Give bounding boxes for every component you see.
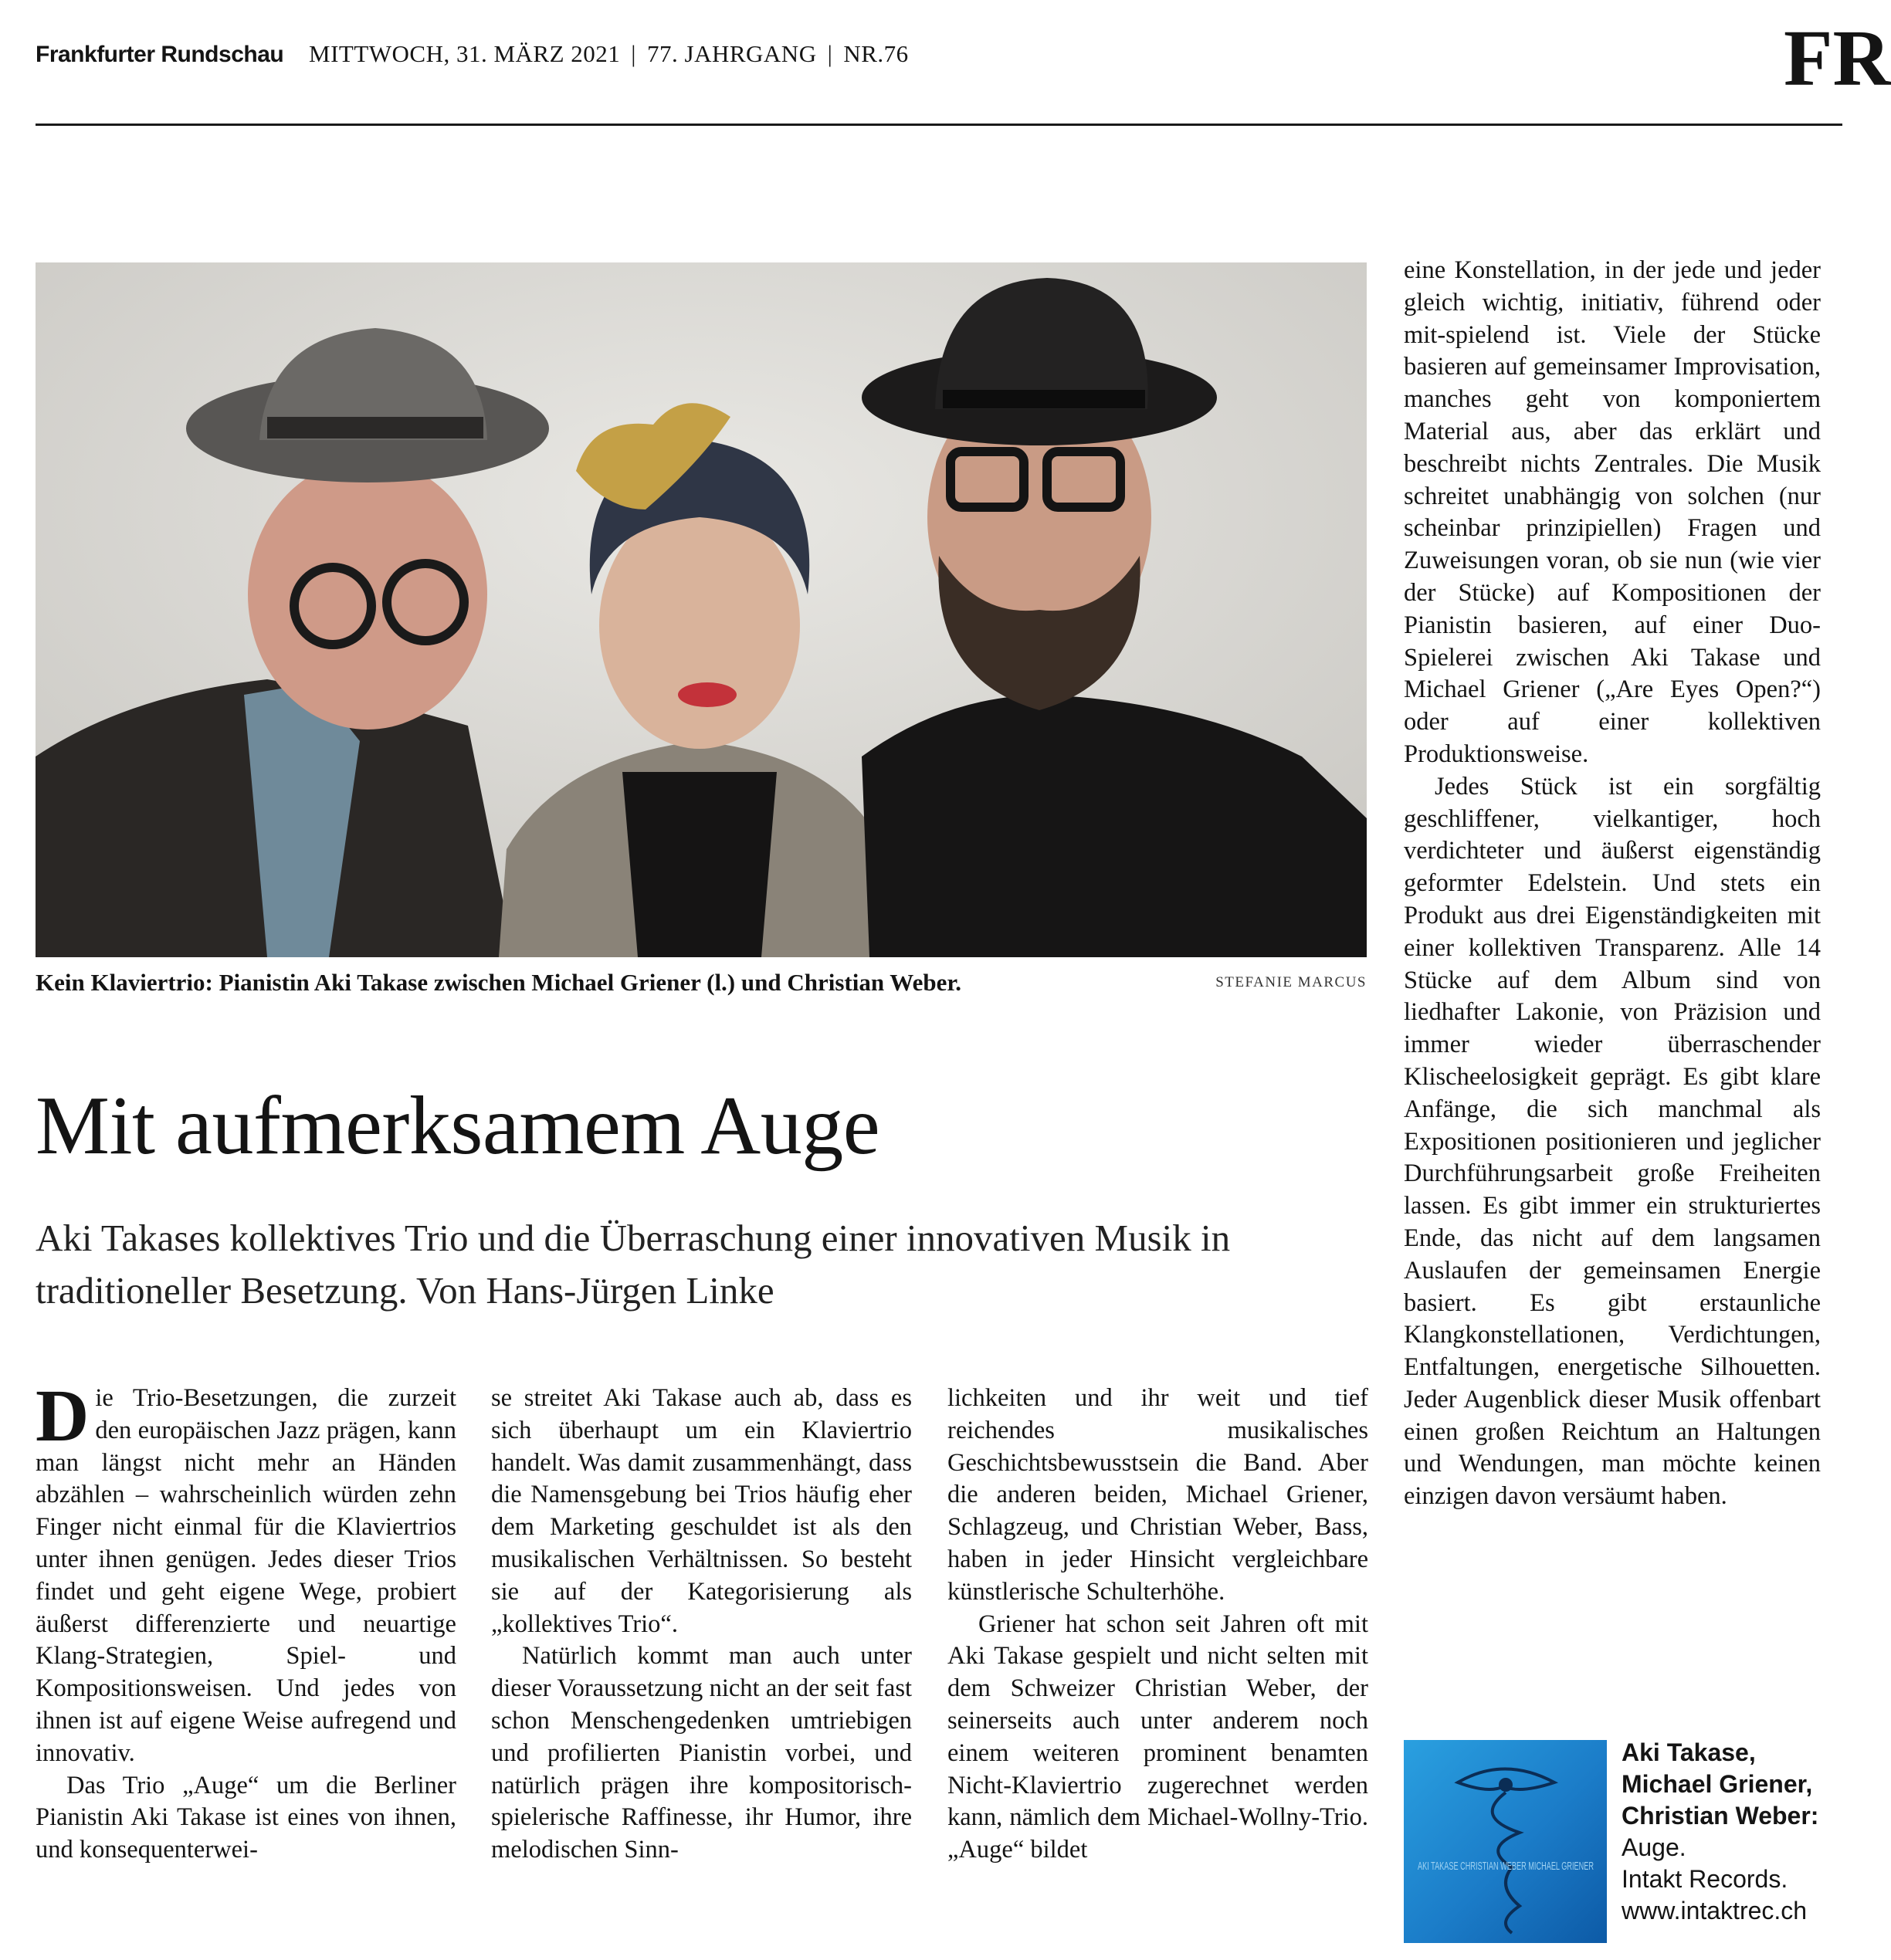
issue-number: NR.76 <box>843 40 909 67</box>
paragraph: Das Trio „Auge“ um die Berliner Pianistin Aki Takase ist eines von ihnen, und konsequenterwei- <box>36 1771 456 1864</box>
paragraph: Griener hat schon seit Jahren oft mit Aki Takase gespielt und nicht selten mit dem Schweizer Christian Weber, der seinerseits auch unter anderem noch einem weiteren prominent benamten Nicht-Klaviertrio zugerechnet werden kann, nämlich dem Michael-Wollny-Trio. „Auge“ bildet <box>947 1610 1368 1864</box>
trio-photo <box>36 262 1367 957</box>
album-url[interactable]: www.intaktrec.ch <box>1622 1897 1808 1924</box>
album-artist: Michael Griener, <box>1622 1770 1813 1798</box>
article-column-3 <box>947 1383 1368 1867</box>
dateline <box>309 40 909 68</box>
album-label: Intakt Records. <box>1622 1865 1788 1893</box>
article-column-4 <box>1404 255 1821 1513</box>
newspaper-name: Frankfurter Rundschau <box>36 42 284 67</box>
paragraph <box>36 1374 456 1770</box>
paragraph: Natürlich kommt man auch unter dieser Voraussetzung nicht an der seit fast schon Menschengedenken umtriebigen und profilierten Pianistin vorbei, und natürlich prägen ihre kompositorisch-spielerische Raffinesse, ihr Humor, ihre melodischen Sinn- <box>491 1642 912 1864</box>
drop-cap: D <box>36 1374 90 1457</box>
masthead-rule <box>36 124 1842 126</box>
paragraph: Jedes Stück ist ein sorgfältig geschliffener, vielkantiger, hoch verdichteter und äußerst eigenständig geformter Edelstein. Und stets ein Produkt aus drei Eigenständigkeiten mit einer kollektiven Transparenz. Alle 14 Stücke auf dem Album sind von liedhafter Lakonie, von Präzision und immer wieder überraschender Klischeelosigkeit geprägt. Es gibt klare Anfänge, die sich manchmal als Expositionen positionieren und jeglicher Durchführungsarbeit große Freiheiten lassen. Es gibt immer ein strukturiertes Ende, das nicht auf dem langsamen Auslaufen der gemeinsamen Energie basiert. Es gibt erstaunliche Klangkonstellationen, Verdichtungen, Entfaltungen, energetische Silhouetten. Jeder Augenblick dieser Musik offenbart einen großen Reichtum an Haltungen und Wendungen, man möchte keinen einzigen davon versäumt haben. <box>1404 772 1821 1511</box>
photo-caption: Kein Klaviertrio: Pianistin Aki Takase zwischen Michael Griener (l.) und Christian Weber. <box>36 969 961 996</box>
paragraph: se streitet Aki Takase auch ab, dass es sich überhaupt um ein Klaviertrio handelt. Was damit zusammenhängt, dass die Namensgebung bei Trios häufig eher dem Marketing geschuldet ist als den musikalischen Verhältnissen. So besteht sie auf der Kategorisierung als „kollektives Trio“. <box>491 1384 912 1638</box>
album-cover <box>1404 1740 1607 1943</box>
paragraph: eine Konstellation, in der jede und jeder gleich wichtig, initiativ, führend oder mit-spielend ist. Viele der Stücke basieren auf gemeinsamer Improvisation, manches geht von komponiertem Material aus, aber das erklärt und beschreibt nichts Zentrales. Die Musik schreitet unabhängig von solchen (nur scheinbar prinzipiellen) Fragen und Zuweisungen voran, ob sie nun (wie vier der Stücke) auf Kompositionen der Pianistin basieren, auf einer Duo-Spielerei zwischen Aki Takase und Michael Griener („Are Eyes Open?“) oder auf einer kollektiven Produktionsweise. <box>1404 256 1821 768</box>
album-info <box>1622 1737 1818 1927</box>
separator: | <box>631 40 637 67</box>
headline: Mit aufmerksamem Auge <box>36 1080 880 1172</box>
separator: | <box>827 40 833 67</box>
volume: 77. JAHRGANG <box>647 40 817 67</box>
paragraph: lichkeiten und ihr weit und tief reichendes musikalisches Geschichtsbewusstsein die Band. Aber die anderen beiden, Michael Griener, Schlagzeug, und Christian Weber, Bass, haben in jeder Hinsicht vergleichbare künstlerische Schulterhöhe. <box>947 1384 1368 1606</box>
paragraph-text: ie Trio-Besetzungen, die zurzeit den europäischen Jazz prägen, kann man längst nicht mehr an Händen abzählen – wahrscheinlich würden zehn Finger nicht einmal für die Klaviertrios unter ihnen genügen. Jedes dieser Trios findet und geht eigene Wege, probiert äußerst differenzierte und neuartige Klang-Strategien, Spiel- und Kompositionsweisen. Und jedes von ihnen ist auf eigene Weise aufregend und innovativ. <box>36 1384 456 1767</box>
deck: Aki Takases kollektives Trio und die Überraschung einer innovativen Musik in traditioneller Besetzung. Von Hans-Jürgen Linke <box>36 1217 1231 1312</box>
album-artist: Christian Weber: <box>1622 1802 1819 1830</box>
album-artist: Aki Takase, <box>1622 1738 1756 1766</box>
article-column-2 <box>491 1383 912 1867</box>
article-column-1 <box>36 1374 456 1867</box>
issue-date: MITTWOCH, 31. MÄRZ 2021 <box>309 40 621 67</box>
cover-text: AKI TAKASE CHRISTIAN WEBER MICHAEL GRIENER <box>1418 1860 1594 1873</box>
photo-credit: STEFANIE MARCUS <box>1215 974 1367 990</box>
album-title: Auge. <box>1622 1833 1686 1861</box>
fr-logo: FR <box>1784 14 1891 103</box>
